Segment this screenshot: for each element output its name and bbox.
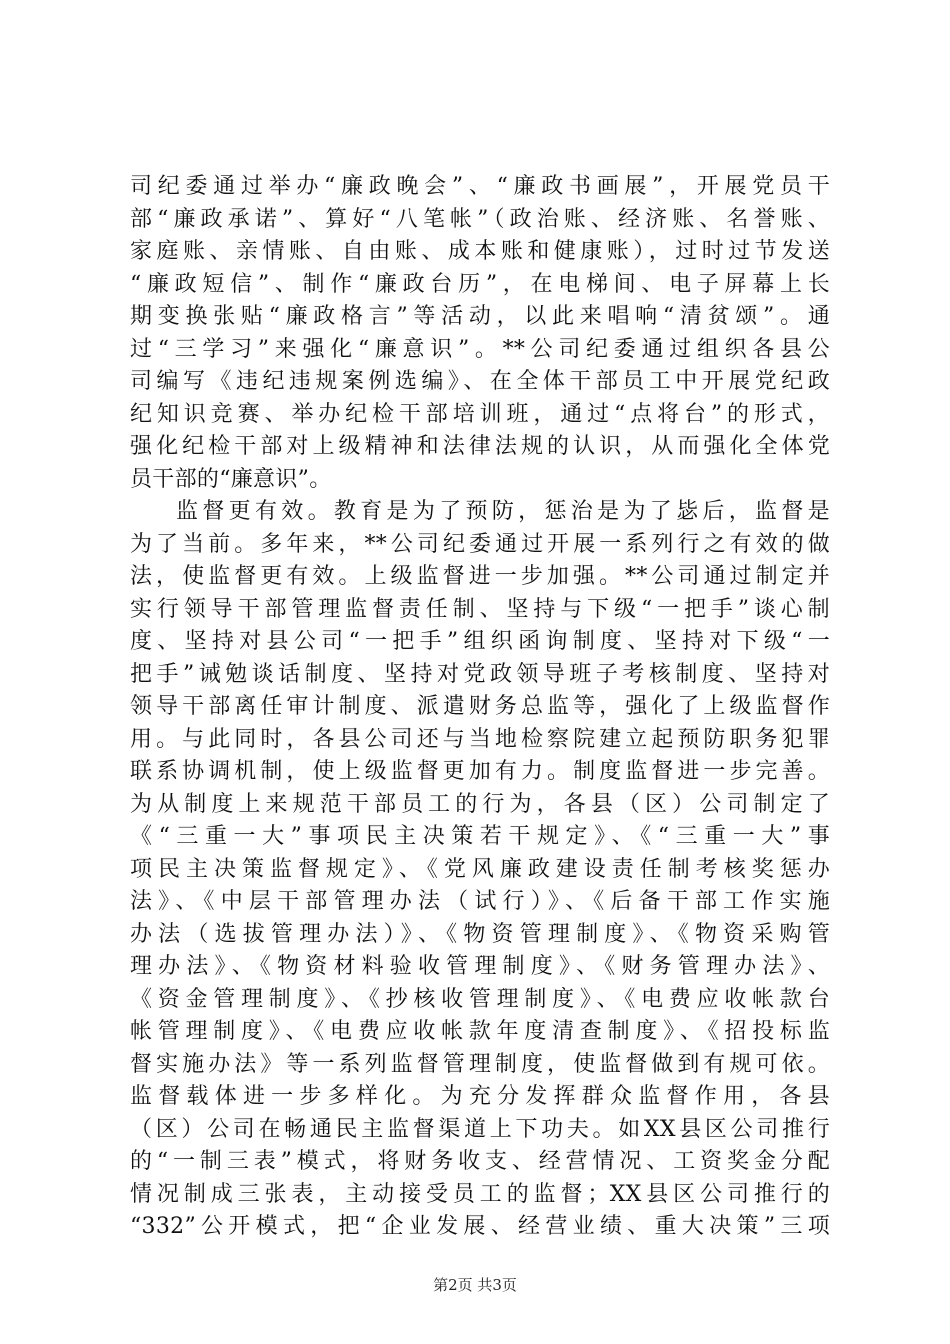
text-line: 领导干部离任审计制度、派遣财务总监等，强化了上级监督作 (130, 694, 830, 719)
text-line: 办法（选拔管理办法）》、《物资管理制度》、《物资采购管 (130, 921, 830, 947)
text-line: 纪知识竞赛、举办纪检干部培训班，通过“点将台”的形式， (130, 401, 830, 427)
text-line: 《“三重一大”事项民主决策若干规定》、《“三重一大”事 (130, 824, 830, 849)
text-line: 家庭账、亲情账、自由账、成本账和健康账），过时过节发送 (130, 239, 830, 264)
text-line: 情况制成三张表，主动接受员工的监督；XX县区公司推行的 (130, 1181, 830, 1207)
paragraph-2 (130, 496, 830, 1244)
text-line: “廉政短信”、制作“廉政台历”，在电梯间、电子屏幕上长 (130, 271, 830, 297)
text-line: 度、坚持对县公司“一把手”组织函询制度、坚持对下级“一 (130, 629, 830, 654)
text-line: 期变换张贴“廉政格言”等活动，以此来唱响“清贫颂”。通 (130, 304, 830, 329)
page-number-footer: 第2页 共3页 (433, 1276, 517, 1294)
text-line: 部“廉政承诺”、算好“八笔帐”（政治账、经济账、名誉账、 (130, 206, 830, 232)
text-line: 过“三学习”来强化“廉意识”。**公司纪委通过组织各县公 (130, 336, 830, 362)
text-line: 的“一制三表”模式，将财务收支、经营情况、工资奖金分配 (130, 1149, 830, 1174)
text-line: 为从制度上来规范干部员工的行为，各县（区）公司制定了 (130, 791, 830, 817)
text-line: 司编写《违纪违规案例选编》、在全体干部员工中开展党纪政 (130, 369, 830, 394)
text-line: “332”公开模式，把“企业发展、经营业绩、重大决策”三项 (130, 1214, 830, 1239)
text-line: 帐管理制度》、《电费应收帐款年度清查制度》、《招投标监 (130, 1019, 830, 1044)
paragraph-1 (130, 171, 830, 496)
text-line: 为了当前。多年来，**公司纪委通过开展一系列行之有效的做 (130, 531, 830, 557)
text-line: 《资金管理制度》、《抄核收管理制度》、《电费应收帐款台 (130, 986, 830, 1012)
text-line: （区）公司在畅通民主监督渠道上下功夫。如XX县区公司推行 (130, 1116, 830, 1142)
text-line: 法，使监督更有效。上级监督进一步加强。**公司通过制定并 (130, 564, 830, 589)
body-text (130, 171, 830, 1244)
text-line: 员干部的“廉意识”。 (130, 466, 332, 492)
text-line: 项民主决策监督规定》、《党风廉政建设责任制考核奖惩办 (130, 856, 830, 882)
text-line: 监督载体进一步多样化。为充分发挥群众监督作用，各县 (130, 1084, 830, 1109)
text-line: 把手”诫勉谈话制度、坚持对党政领导班子考核制度、坚持对 (130, 661, 830, 687)
text-line: 监督更有效。教育是为了预防，惩治是为了毖后，监督是 (176, 499, 830, 524)
text-line: 理办法》、《物资材料验收管理制度》、《财务管理办法》、 (130, 954, 830, 979)
text-line: 用。与此同时，各县公司还与当地检察院建立起预防职务犯罪 (130, 726, 830, 752)
text-line: 督实施办法》等一系列监督管理制度，使监督做到有规可依。 (130, 1051, 830, 1077)
text-line: 联系协调机制，使上级监督更加有力。制度监督进一步完善。 (130, 759, 830, 784)
text-line: 强化纪检干部对上级精神和法律法规的认识，从而强化全体党 (130, 434, 830, 459)
text-line: 司纪委通过举办“廉政晚会”、“廉政书画展”，开展党员干 (130, 174, 830, 199)
text-line: 实行领导干部管理监督责任制、坚持与下级“一把手”谈心制 (130, 596, 830, 622)
text-line: 法》、《中层干部管理办法（试行）》、《后备干部工作实施 (130, 889, 830, 914)
